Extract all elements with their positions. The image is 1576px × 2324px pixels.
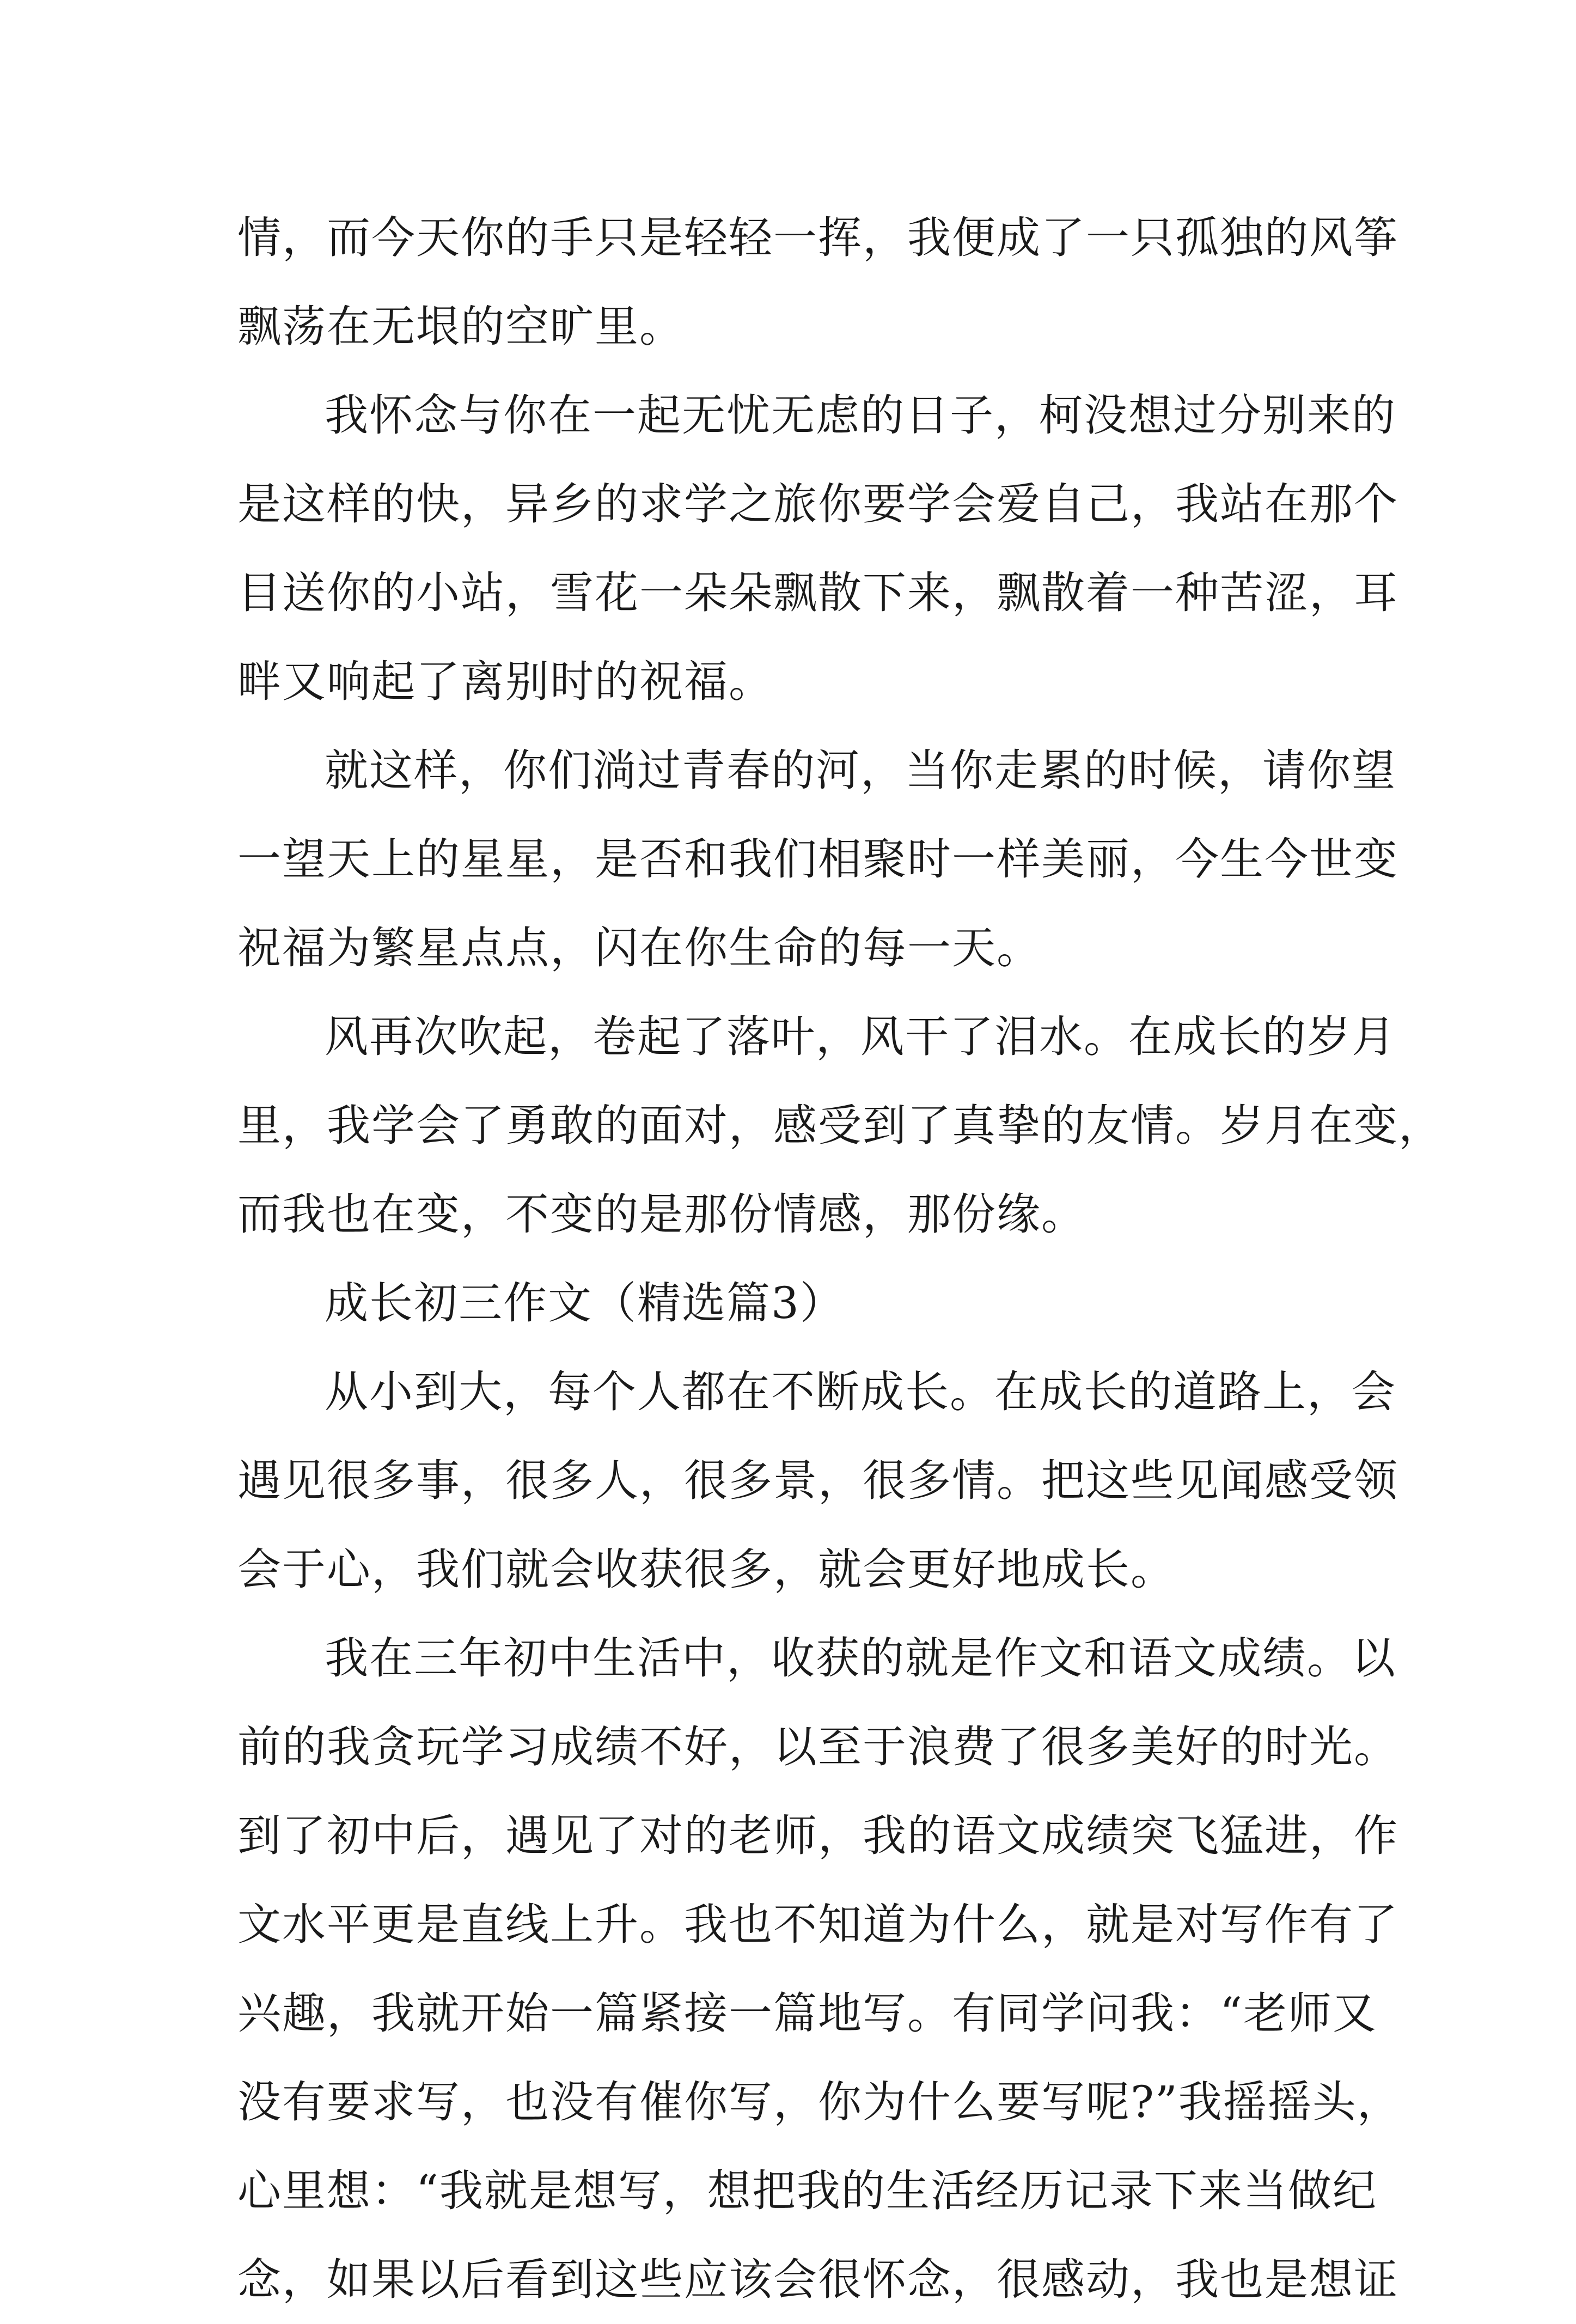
text-line: 情，而今天你的手只是轻轻一挥，我便成了一只孤独的风筝 [237,212,1398,263]
text-line: 文水平更是直线上升。我也不知道为什么，就是对写作有了 [237,1899,1398,1950]
paragraph-first-line: 就这样，你们淌过青春的河，当你走累的时候，请你望 [325,745,1396,796]
text-line: 遇见很多事，很多人，很多景，很多情。把这些见闻感受领 [237,1455,1398,1506]
text-line: 前的我贪玩学习成绩不好，以至于浪费了很多美好的时光。 [237,1722,1398,1772]
text-line: 而我也在变，不变的是那份情感，那份缘。 [237,1189,1086,1240]
text-line: 会于心，我们就会收获很多，就会更好地成长。 [237,1544,1175,1595]
text-line: 里，我学会了勇敢的面对，感受到了真挚的友情。岁月在变， [237,1100,1443,1151]
text-line: 到了初中后，遇见了对的老师，我的语文成绩突飞猛进，作 [237,1810,1398,1861]
document-body [237,193,1443,2324]
text-line: 没有要求写，也没有催你写，你为什么要写呢?”我摇摇头， [237,2077,1402,2127]
text-line: 飘荡在无垠的空旷里。 [237,301,684,352]
text-line: 畔又响起了离别时的祝福。 [237,656,773,707]
paragraph-first-line: 风再次吹起，卷起了落叶，风干了泪水。在成长的岁月 [325,1011,1396,1062]
text-line: 一望天上的星星，是否和我们相聚时一样美丽，今生今世变 [237,834,1398,885]
text-line: 是这样的快，异乡的求学之旅你要学会爱自己，我站在那个 [237,479,1398,529]
paragraph-first-line: 成长初三作文（精选篇3） [325,1278,845,1328]
paragraph-first-line: 从小到大，每个人都在不断成长。在成长的道路上，会 [325,1367,1396,1417]
text-line: 兴趣，我就开始一篇紧接一篇地写。有同学问我：“老师又 [237,1988,1377,2039]
text-line: 祝福为繁星点点，闪在你生命的每一天。 [237,923,1041,973]
paragraph-first-line: 我怀念与你在一起无忧无虑的日子，柯没想过分别来的 [325,390,1396,441]
text-line: 目送你的小站，雪花一朵朵飘散下来，飘散着一种苦涩，耳 [237,568,1398,618]
text-line: 心里想：“我就是想写，想把我的生活经历记录下来当做纪 [237,2166,1377,2216]
paragraph-first-line: 我在三年初中生活中，收获的就是作文和语文成绩。以 [325,1633,1396,1683]
text-line: 念，如果以后看到这些应该会很怀念，很感动，我也是想证 [237,2254,1398,2305]
